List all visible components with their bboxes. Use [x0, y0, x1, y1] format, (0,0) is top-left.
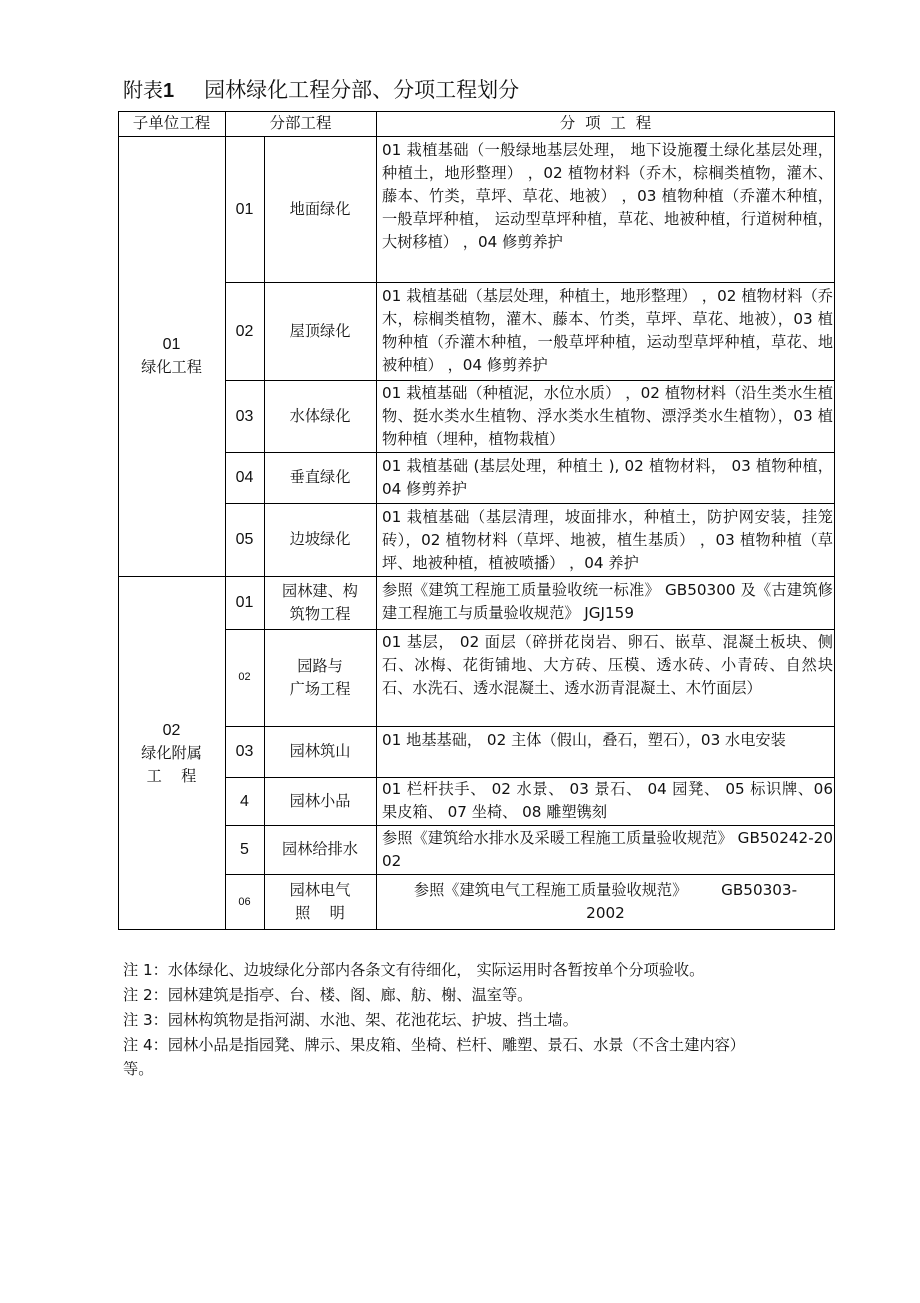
- division-name-line1: 园林建、构: [282, 581, 358, 600]
- row-code: 01: [235, 594, 254, 611]
- sub-unit-name-line1: 绿化附属: [141, 743, 202, 762]
- sub-unit-ancillary: [118, 576, 225, 930]
- row-code: 04: [235, 469, 254, 486]
- row-division-name: 边坡绿化: [289, 530, 351, 548]
- title-number: 1: [163, 80, 175, 102]
- row-division-name: 园林筑山: [289, 742, 351, 760]
- row-division-name: 垂直绿化: [289, 468, 351, 486]
- row-items: 01 栽植基础（基层清理，坡面排水，种植土，防护网安装，挂笼砖），02 植物材料（草坪、地被，植生基质） ，03 植物种植（草坪、地被种植，植被喷播） ，04 养护: [382, 508, 833, 572]
- division-name-line1: 园路与: [297, 656, 343, 675]
- header-division: 分部工程: [269, 114, 332, 132]
- row-division-name: 园林给排水: [282, 840, 358, 858]
- items-line2: 2002: [586, 904, 625, 922]
- sub-unit-greening: [118, 136, 225, 576]
- row-code: 03: [235, 743, 254, 760]
- sub-unit-name: 绿化工程: [141, 358, 202, 376]
- row-items: 01 栽植基础（一般绿地基层处理， 地下设施覆土绿化基层处理，种植土，地形整理） ，02 植物材料（乔木，棕榈类植物，灌木、藤本、竹类，草坪、草花、地被） ，03 植物种植（乔灌木种植， 一般草坪种植， 运动型草坪种植，草花、地被种植，行道树种植，大树移植） ，04 修剪养护: [382, 141, 833, 251]
- row-items: 01 栽植基础 (基层处理，种植土 ), 02 植物材料， 03 植物种植， 04 修剪养护: [382, 457, 833, 498]
- row-code: 02: [238, 671, 251, 683]
- items-line1: 参照《建筑电气工程施工质量验收规范》 GB50303-: [413, 881, 798, 899]
- row-items: 01 地基基础， 02 主体（假山，叠石，塑石），03 水电安装: [382, 731, 786, 749]
- note-item: 注 1：水体绿化、边坡绿化分部内各条文有待细化， 实际运用时各暂按单个分项验收。: [123, 961, 705, 979]
- row-items: [376, 874, 835, 930]
- row-division-name: [264, 576, 376, 629]
- row-code: 01: [235, 200, 254, 218]
- row-code: 02: [235, 322, 254, 340]
- row-division-name: 水体绿化: [289, 406, 351, 425]
- row-items: 01 栽植基础（基层处理，种植土，地形整理） ，02 植物材料（乔木，棕榈类植物，灌木、藤本、竹类，草坪、草花、地被），03 植物种植（乔灌木种植，一般草坪种植，运动型草坪种植，草花、地被种植） ，04 修剪养护: [382, 287, 833, 374]
- row-items: 01 栽植基础（种植泥，水位水质） ，02 植物材料（沿生类水生植物、挺水类水生植物、浮水类水生植物、漂浮类水生植物），03 植物种植（埋种，植物栽植）: [382, 384, 833, 448]
- header-sub-items: 分 项 工 程: [559, 114, 652, 132]
- division-name-line2: 广场工程: [289, 679, 351, 698]
- row-items: 参照《建筑给水排水及采暖工程施工质量验收规范》 GB50242-2002: [382, 829, 833, 870]
- division-table: [118, 111, 835, 930]
- row-division-name: 园林小品: [289, 791, 351, 810]
- row-division-name: [264, 874, 376, 930]
- row-code: 05: [235, 531, 254, 548]
- row-items: 01 基层， 02 面层（碎拼花岗岩、卵石、嵌草、混凝土板块、侧石、冰梅、花街铺地、大方砖、压模、透水砖、小青砖、自然块石、水洗石、透水混凝土、透水沥青混凝土、木竹面层）: [382, 633, 833, 697]
- division-name-line1: 园林电气: [289, 881, 351, 899]
- notes: [123, 958, 773, 1081]
- row-code: 06: [238, 895, 251, 908]
- row-code: 5: [240, 841, 249, 858]
- division-name-line2: 照 明: [295, 904, 345, 922]
- header-sub-unit: 子单位工程: [132, 114, 211, 132]
- note-item: 注 2：园林建筑是指亭、台、楼、阁、廊、舫、榭、温室等。: [123, 986, 533, 1004]
- row-division-name: 屋顶绿化: [289, 321, 351, 340]
- sub-unit-code: 01: [162, 336, 181, 353]
- row-division-name: [264, 629, 376, 726]
- sub-unit-name-line2: 工 程: [146, 766, 197, 785]
- note-item: 注 4：园林小品是指园凳、牌示、果皮箱、坐椅、栏杆、雕塑、景石、水景（不含土建内容）等。: [123, 1036, 745, 1078]
- note-item: 注 3：园林构筑物是指河湖、水池、架、花池花坛、护坡、挡土墙。: [123, 1011, 578, 1029]
- row-items: 01 栏杆扶手、 02 水景、 03 景石、 04 园凳、 05 标识牌、06 果皮箱、 07 坐椅、 08 雕塑镌刻: [382, 780, 833, 821]
- row-division-name: 地面绿化: [289, 199, 351, 218]
- division-name-line2: 筑物工程: [289, 604, 351, 623]
- row-items: 参照《建筑工程施工质量验收统一标准》 GB50300 及《古建筑修建工程施工与质量验收规范》 JGJ159: [382, 581, 833, 622]
- title-lead: 附表: [123, 80, 163, 102]
- page-title: [123, 74, 519, 104]
- row-code: 4: [240, 792, 249, 810]
- title-text: 园林绿化工程分部、分项工程划分: [204, 78, 520, 102]
- row-code: 03: [235, 407, 254, 425]
- sub-unit-code: 02: [162, 721, 181, 739]
